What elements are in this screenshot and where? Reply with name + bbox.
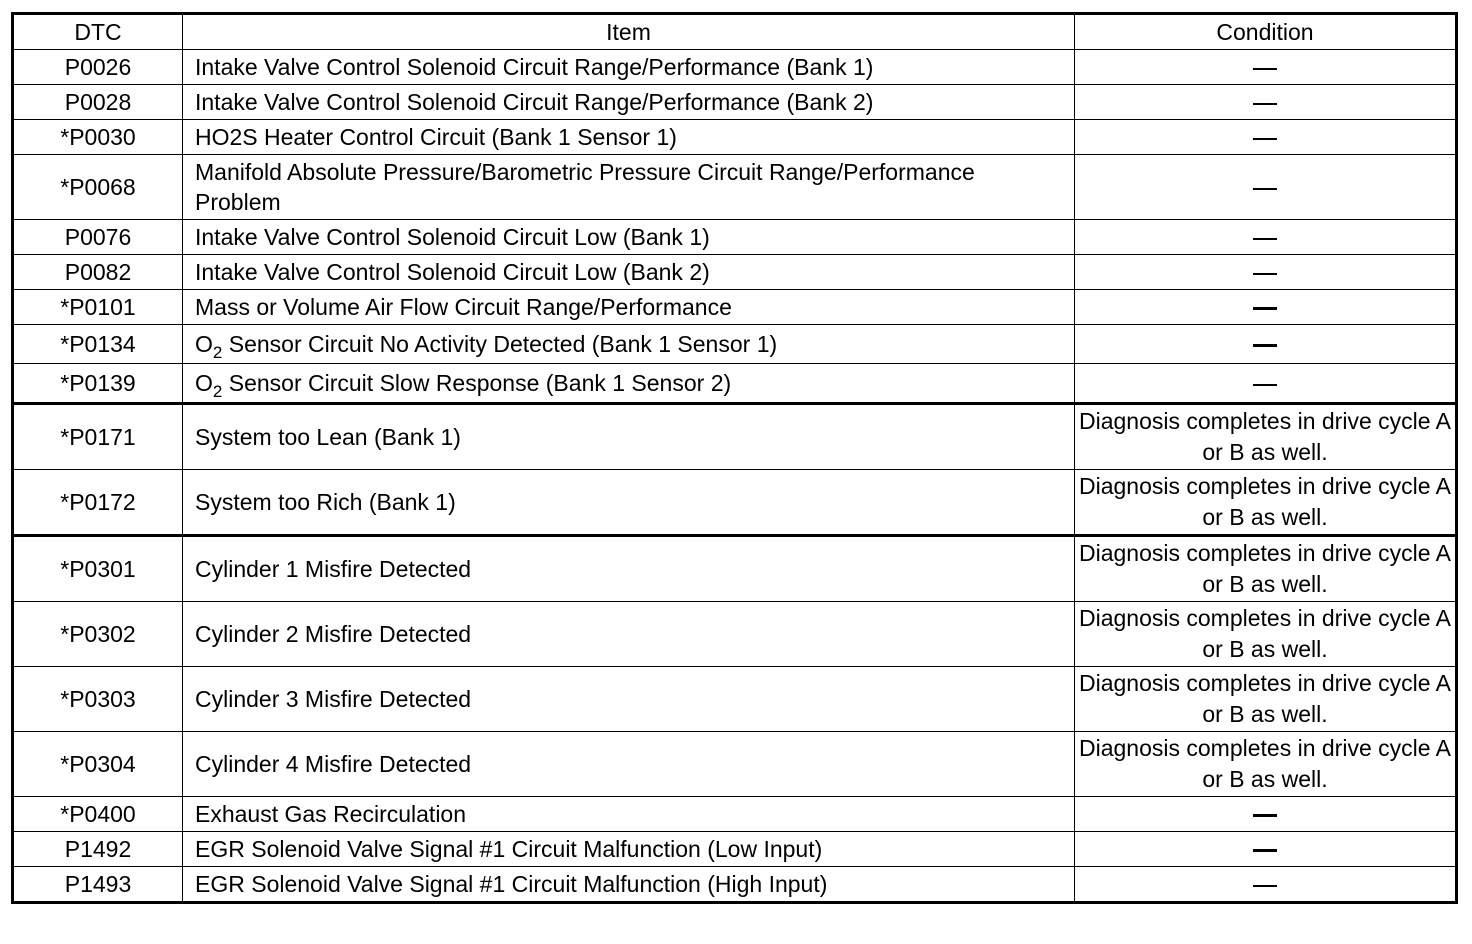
table-row: [13, 667, 1457, 732]
table-row: [13, 732, 1457, 797]
condition-cell: [1075, 732, 1457, 797]
condition-cell: [1075, 404, 1457, 470]
item-description: Mass or Volume Air Flow Circuit Range/Performance: [183, 290, 1075, 325]
dtc-code: *P0030: [13, 120, 183, 155]
table-row: [13, 120, 1457, 155]
table-row: [13, 797, 1457, 832]
table-row: [13, 867, 1457, 903]
dash-icon: [1253, 885, 1277, 887]
condition-cell: [1075, 155, 1457, 220]
dtc-code: *P0139: [13, 364, 183, 404]
item-description: System too Lean (Bank 1): [183, 404, 1075, 470]
condition-cell: [1075, 364, 1457, 404]
dash-icon: [1253, 344, 1277, 347]
item-description: [183, 364, 1075, 404]
table-row: [13, 364, 1457, 404]
dash-icon: [1253, 273, 1277, 275]
item-description: [183, 325, 1075, 364]
dash-icon: [1253, 849, 1277, 852]
dash-icon: [1253, 188, 1277, 190]
header-row: [13, 14, 1457, 50]
condition-text: Diagnosis completes in drive cycle A or B as well.: [1079, 473, 1451, 530]
dtc-code: *P0302: [13, 602, 183, 667]
condition-text: Diagnosis completes in drive cycle A or B as well.: [1079, 735, 1451, 792]
dash-icon: [1253, 814, 1277, 817]
dtc-code: *P0303: [13, 667, 183, 732]
item-rest: Sensor Circuit Slow Response (Bank 1 Sensor 2): [222, 370, 732, 396]
condition-cell: [1075, 867, 1457, 903]
dtc-code: *P0301: [13, 536, 183, 602]
dtc-code: *P0304: [13, 732, 183, 797]
item-description: EGR Solenoid Valve Signal #1 Circuit Malfunction (High Input): [183, 867, 1075, 903]
item-description: Intake Valve Control Solenoid Circuit Range/Performance (Bank 1): [183, 50, 1075, 85]
dtc-table: [11, 12, 1458, 904]
table-row: [13, 50, 1457, 85]
item-description: Cylinder 3 Misfire Detected: [183, 667, 1075, 732]
header-condition: Condition: [1075, 14, 1457, 50]
dash-icon: [1253, 238, 1277, 240]
table-row: [13, 155, 1457, 220]
table-row: [13, 325, 1457, 364]
dash-icon: [1253, 384, 1277, 386]
condition-cell: [1075, 470, 1457, 536]
item-description: HO2S Heater Control Circuit (Bank 1 Sensor 1): [183, 120, 1075, 155]
item-description: Cylinder 2 Misfire Detected: [183, 602, 1075, 667]
dtc-code: *P0172: [13, 470, 183, 536]
table-row: [13, 832, 1457, 867]
table-row: [13, 536, 1457, 602]
dash-icon: [1253, 307, 1277, 310]
condition-cell: [1075, 85, 1457, 120]
condition-cell: [1075, 50, 1457, 85]
item-description: Intake Valve Control Solenoid Circuit Low (Bank 2): [183, 255, 1075, 290]
table-row: [13, 602, 1457, 667]
item-subscript: 2: [212, 382, 223, 401]
dtc-code: *P0068: [13, 155, 183, 220]
dtc-code: *P0171: [13, 404, 183, 470]
condition-text: Diagnosis completes in drive cycle A or B as well.: [1079, 670, 1451, 727]
item-rest: Sensor Circuit No Activity Detected (Bank 1 Sensor 1): [222, 331, 778, 357]
table-row: [13, 470, 1457, 536]
condition-cell: [1075, 536, 1457, 602]
item-description: Cylinder 1 Misfire Detected: [183, 536, 1075, 602]
condition-cell: [1075, 220, 1457, 255]
item-prefix: O: [195, 370, 213, 396]
item-description: Cylinder 4 Misfire Detected: [183, 732, 1075, 797]
dtc-code: P0028: [13, 85, 183, 120]
condition-cell: [1075, 120, 1457, 155]
condition-cell: [1075, 602, 1457, 667]
dtc-code: *P0101: [13, 290, 183, 325]
dtc-code: P1492: [13, 832, 183, 867]
condition-text: Diagnosis completes in drive cycle A or B as well.: [1079, 408, 1451, 465]
condition-cell: [1075, 797, 1457, 832]
condition-cell: [1075, 667, 1457, 732]
condition-cell: [1075, 255, 1457, 290]
item-subscript: 2: [212, 343, 223, 362]
table-row: [13, 220, 1457, 255]
item-description: EGR Solenoid Valve Signal #1 Circuit Malfunction (Low Input): [183, 832, 1075, 867]
condition-cell: [1075, 290, 1457, 325]
dtc-code: P0082: [13, 255, 183, 290]
item-description: Intake Valve Control Solenoid Circuit Low (Bank 1): [183, 220, 1075, 255]
item-description: System too Rich (Bank 1): [183, 470, 1075, 536]
table-row: [13, 85, 1457, 120]
item-description: Intake Valve Control Solenoid Circuit Range/Performance (Bank 2): [183, 85, 1075, 120]
table-row: [13, 255, 1457, 290]
condition-text: Diagnosis completes in drive cycle A or B as well.: [1079, 540, 1451, 597]
item-prefix: O: [195, 331, 213, 357]
dtc-code: P1493: [13, 867, 183, 903]
dash-icon: [1253, 138, 1277, 140]
dtc-code: P0076: [13, 220, 183, 255]
dtc-code: *P0134: [13, 325, 183, 364]
dash-icon: [1253, 103, 1277, 105]
dtc-code: *P0400: [13, 797, 183, 832]
condition-cell: [1075, 325, 1457, 364]
condition-text: Diagnosis completes in drive cycle A or B as well.: [1079, 605, 1451, 662]
dtc-code: P0026: [13, 50, 183, 85]
dash-icon: [1253, 68, 1277, 70]
condition-cell: [1075, 832, 1457, 867]
item-description: Manifold Absolute Pressure/Barometric Pressure Circuit Range/Performance Problem: [183, 155, 1075, 220]
header-item: Item: [183, 14, 1075, 50]
header-dtc: DTC: [13, 14, 183, 50]
table-row: [13, 290, 1457, 325]
table-row: [13, 404, 1457, 470]
item-description: Exhaust Gas Recirculation: [183, 797, 1075, 832]
